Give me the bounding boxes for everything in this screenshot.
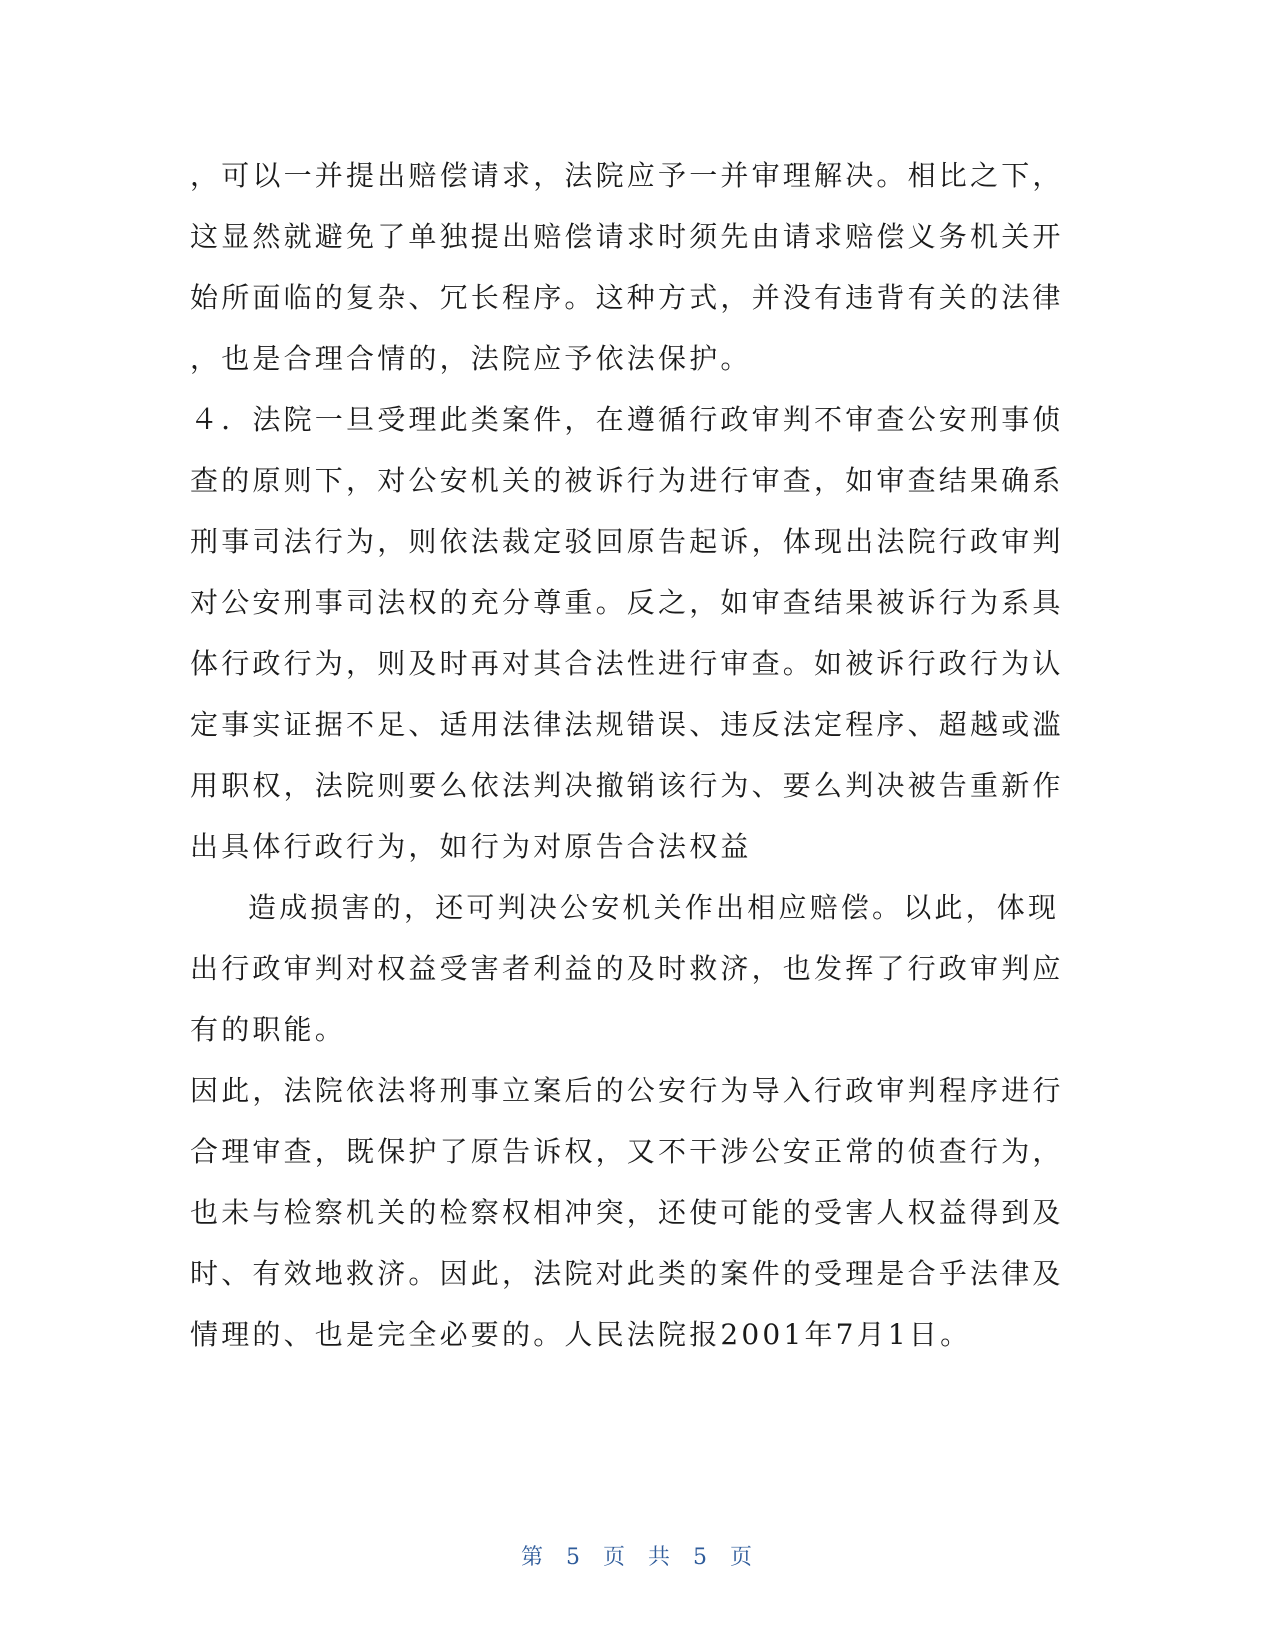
text-line: 出行政审判对权益受害者利益的及时救济，也发挥了行政审判应 xyxy=(190,952,1064,985)
text-line: 始所面临的复杂、冗长程序。这种方式，并没有违背有关的法律 xyxy=(190,281,1064,314)
text-line: 刑事司法行为，则依法裁定驳回原告起诉，体现出法院行政审判 xyxy=(190,525,1064,558)
page-footer xyxy=(0,1540,1275,1571)
footer-total-word: 共 xyxy=(648,1545,673,1570)
text-line: ，也是合理合情的，法院应予依法保护。 xyxy=(190,342,752,375)
footer-suffix: 页 xyxy=(730,1545,755,1570)
text-line: 有的职能。 xyxy=(190,1013,347,1046)
text-line: 定事实证据不足、适用法律法规错误、违反法定程序、超越或滥 xyxy=(190,708,1064,741)
text-line: 时、有效地救济。因此，法院对此类的案件的受理是合乎法律及 xyxy=(190,1257,1064,1290)
text-line: 对公安刑事司法权的充分尊重。反之，如审查结果被诉行为系具 xyxy=(190,586,1064,619)
text-line: 造成损害的，还可判决公安机关作出相应赔偿。以此，体现 xyxy=(248,891,1060,924)
text-line: 出具体行政行为，如行为对原告合法权益 xyxy=(190,830,752,863)
text-line: 情理的、也是完全必要的。人民法院报2001年7月1日。 xyxy=(190,1318,972,1351)
text-line: 也未与检察机关的检察权相冲突，还使可能的受害人权益得到及 xyxy=(190,1196,1064,1229)
footer-prefix: 第 xyxy=(520,1545,545,1570)
footer-total-pages: 5 xyxy=(693,1545,710,1570)
footer-current-page: 5 xyxy=(565,1545,582,1570)
footer-page-word: 页 xyxy=(602,1545,627,1570)
text-line: 用职权，法院则要么依法判决撤销该行为、要么判决被告重新作 xyxy=(190,769,1064,802)
text-line: 这显然就避免了单独提出赔偿请求时须先由请求赔偿义务机关开 xyxy=(190,220,1064,253)
text-line: ，可以一并提出赔偿请求，法院应予一并审理解决。相比之下， xyxy=(190,159,1064,192)
text-line: 合理审查，既保护了原告诉权，又不干涉公安正常的侦查行为， xyxy=(190,1135,1064,1168)
text-line: 体行政行为，则及时再对其合法性进行审查。如被诉行政行为认 xyxy=(190,647,1064,680)
text-line: 因此，法院依法将刑事立案后的公安行为导入行政审判程序进行 xyxy=(190,1074,1064,1107)
body-text xyxy=(190,145,1070,1365)
text-line: 查的原则下，对公安机关的被诉行为进行审查，如审查结果确系 xyxy=(190,464,1064,497)
text-line: ４．法院一旦受理此类案件，在遵循行政审判不审查公安刑事侦 xyxy=(190,403,1064,436)
